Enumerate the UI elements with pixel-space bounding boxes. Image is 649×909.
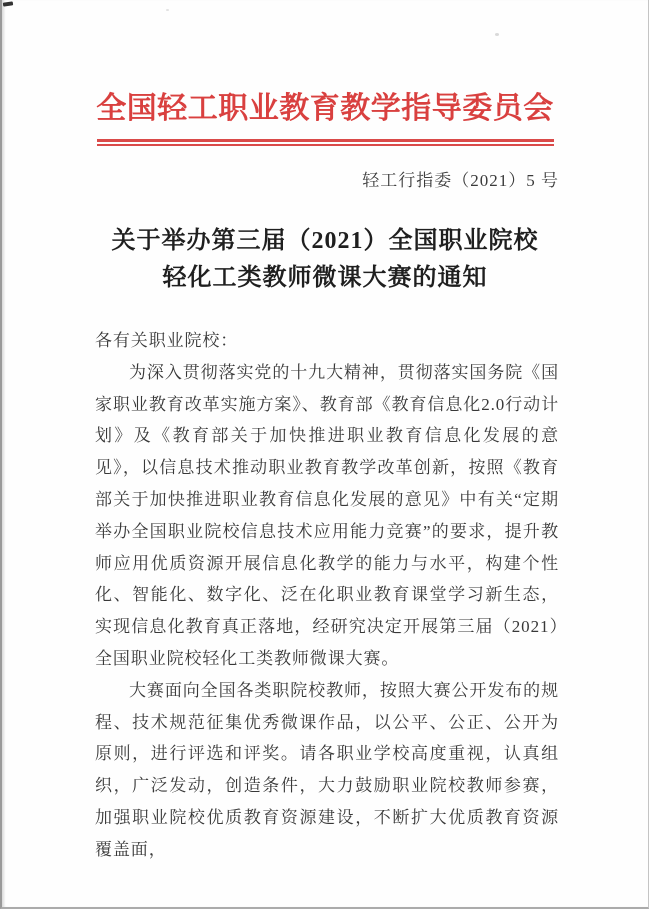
org-header-title: 全国轻工职业教育教学指导委员会 xyxy=(96,92,554,125)
salutation: 各有关职业院校： xyxy=(95,331,239,350)
notice-title-line2: 轻化工类教师微课大赛的通知 xyxy=(162,265,488,291)
notice-title-line1: 关于举办第三届（2021）全国职业院校 xyxy=(111,228,539,254)
scan-artifact xyxy=(495,33,499,36)
body-paragraph: 大赛面向全国各类职院校教师，按照大赛公开发布的规程、技术规范征集优秀微课作品，以公平、公正、公开为原则，进行评选和评奖。请各职业学校高度重视，认真组织，广泛发动，创造条件，大力鼓励职业院校教师参赛，加强职业院校优质教育资源建设，不断扩大优质教育资源覆盖面， xyxy=(95,680,559,859)
body-paragraph: 为深入贯彻落实党的十九大精神，贯彻落实国务院《国家职业教育改革实施方案》、教育部《教育信息化2.0行动计划》及《教育部关于加快推进职业教育信息化发展的意见》，以信息技术推动职业教育教学改革创新，按照《教育部关于加快推进职业教育信息化发展的意见》中有关“定期举办全国职业院校信息技术应用能力竞赛”的要求，提升教师应用优质资源开展信息化教学的能力与水平，构建个性化、智能化、数字化、泛在化职业教育课堂学习新生态，实现信息化教育真正落地，经研究决定开展第三届（2021）全国职业院校轻化工类教师微课大赛。 xyxy=(95,362,559,668)
document-body xyxy=(95,325,559,866)
red-divider xyxy=(97,139,554,146)
doc-number: 轻工行指委（2021）5 号 xyxy=(362,171,559,190)
scan-artifact xyxy=(166,9,169,11)
notice-title xyxy=(2,223,648,297)
